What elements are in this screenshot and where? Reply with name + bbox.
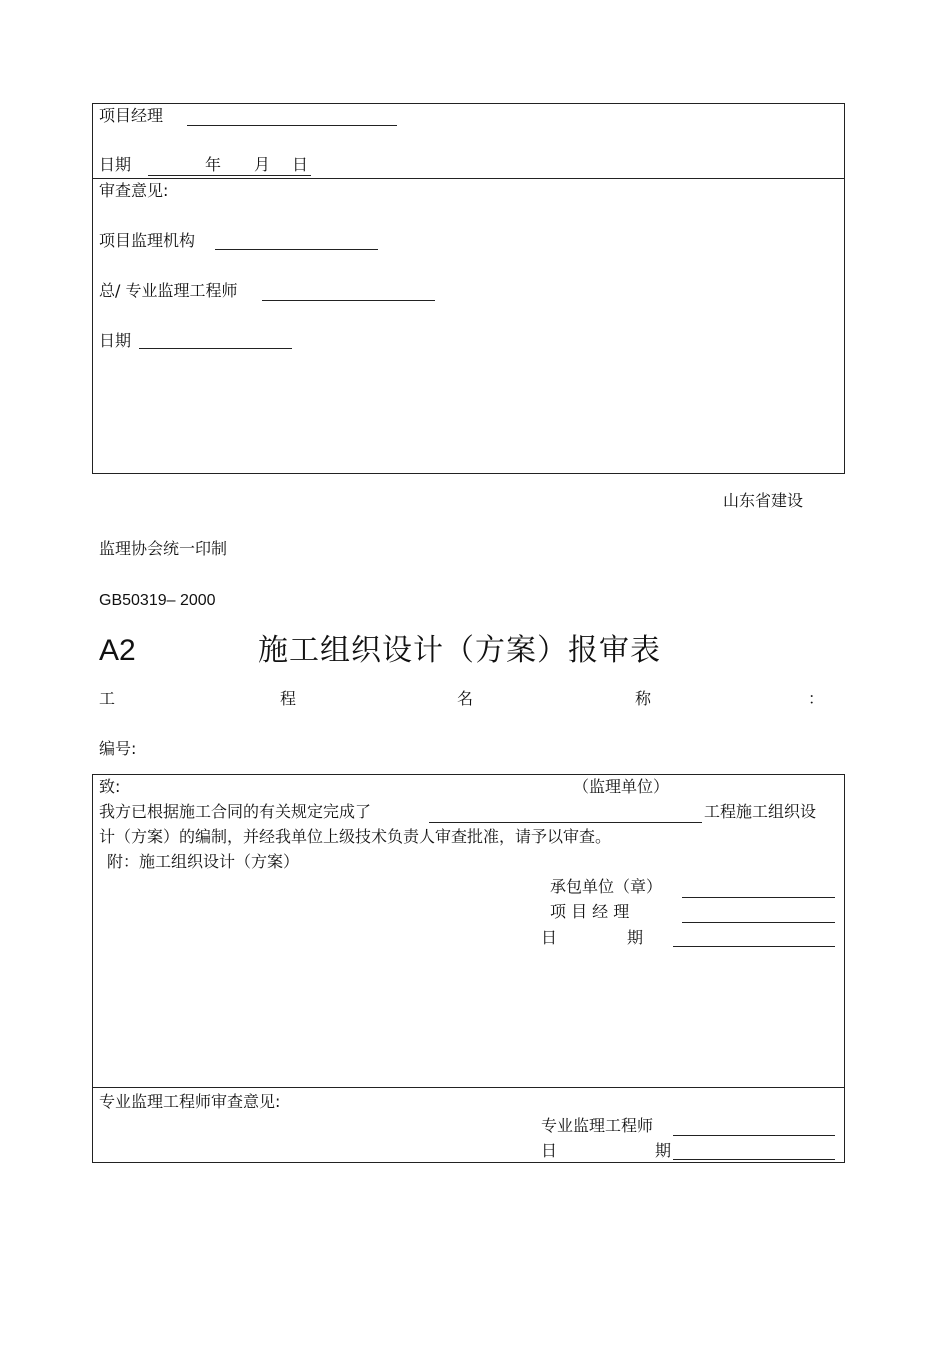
chief-engineer-line[interactable] — [262, 300, 435, 301]
chief-engineer-label: 总/ 专业监理工程师 — [99, 281, 238, 300]
top-form-divider — [92, 178, 845, 179]
review-heading: 审查意见: — [99, 181, 169, 200]
a2-date-line[interactable] — [673, 946, 835, 947]
a2-pm-label: 项 目 经 理 — [550, 902, 630, 921]
project-name-char-2: 程 — [280, 689, 297, 708]
year-label: 年 — [205, 155, 222, 174]
month-label: 月 — [254, 155, 271, 174]
engineer-review-heading: 专业监理工程师审查意见: — [99, 1092, 281, 1111]
a2-date-label-b: 期 — [627, 928, 644, 947]
review-date-label: 日期 — [99, 331, 132, 350]
form-code: A2 — [99, 634, 136, 667]
supervision-org-line[interactable] — [215, 249, 378, 250]
project-name-char-3: 名 — [457, 689, 474, 708]
issuer-line1: 山东省建设 — [723, 491, 804, 510]
engineer-date-label-b: 期 — [655, 1141, 672, 1160]
supervision-org-label: 项目监理机构 — [99, 231, 196, 250]
contractor-line[interactable] — [682, 897, 835, 898]
serial-number-label: 编号: — [99, 739, 137, 758]
date-label: 日期 — [99, 155, 132, 174]
to-label: 致: — [99, 777, 121, 796]
body-line1-post: 工程施工组织设 — [704, 802, 817, 821]
body-line1-pre: 我方已根据施工合同的有关规定完成了 — [99, 802, 372, 821]
attachment-label: 附：施工组织设计（方案） — [107, 852, 300, 871]
project-manager-label: 项目经理 — [99, 106, 164, 125]
engineer-date-line[interactable] — [673, 1159, 835, 1160]
engineer-line[interactable] — [673, 1135, 835, 1136]
standard-code: GB50319– 2000 — [99, 592, 216, 609]
engineer-label: 专业监理工程师 — [541, 1116, 654, 1135]
project-name-char-4: 称 — [635, 689, 652, 708]
a2-pm-line[interactable] — [682, 922, 835, 923]
date-line[interactable] — [148, 175, 311, 176]
supervisor-unit-label: （监理单位） — [573, 777, 670, 796]
a2-date-label-a: 日 — [541, 928, 558, 947]
contractor-label: 承包单位（章） — [550, 877, 663, 896]
project-name-char-1: 工 — [99, 689, 116, 708]
engineer-date-label-a: 日 — [541, 1141, 558, 1160]
body-line2: 计（方案）的编制，并经我单位上级技术负责人审查批准，请予以审查。 — [99, 827, 612, 846]
project-manager-signature-line[interactable] — [187, 125, 397, 126]
a2-form-divider — [92, 1087, 845, 1088]
project-blank-line[interactable] — [429, 822, 702, 823]
issuer-line2: 监理协会统一印制 — [99, 539, 228, 558]
day-label: 日 — [292, 155, 309, 174]
review-date-line[interactable] — [139, 348, 292, 349]
project-name-colon: ： — [808, 689, 825, 708]
form-title: 施工组织设计（方案）报审表 — [258, 633, 661, 668]
